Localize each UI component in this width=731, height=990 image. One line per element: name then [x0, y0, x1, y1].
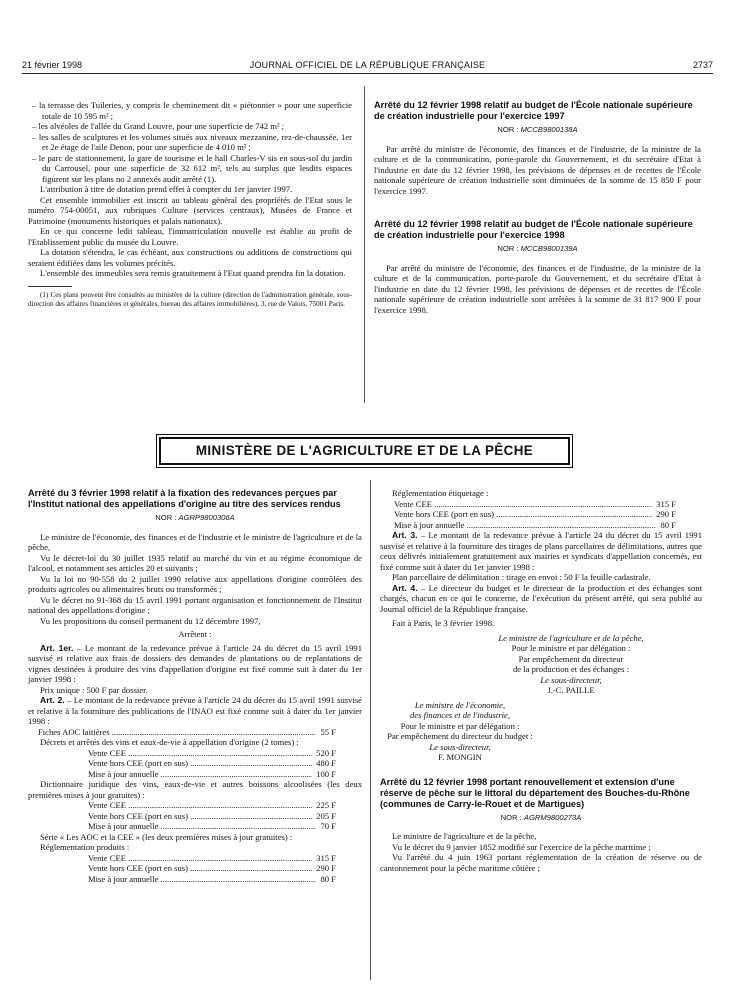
article-title: Arrêté du 12 février 1998 relatif au budget de l'École nationale supérieure de création industrielle pour l'exercice 1997	[374, 100, 693, 121]
nor-reference: NOR : AGRP9800306A	[155, 513, 235, 522]
paragraph: Plan parcellaire de délimitation : tirage en envoi : 50 F la feuille cadastrale.	[392, 572, 651, 582]
column-divider	[364, 86, 365, 403]
tariff-row: Vente hors CEE (port en sus) ..... 290 F	[394, 509, 676, 520]
nor-reference: NOR : MCCB9800138A	[497, 125, 578, 134]
right-top-column	[374, 100, 701, 315]
article-1: Art. 1er. – Le montant de la redevance prévue à l'article 24 du décret du 15 avril 1991 susvisé et relative aux frais de dossiers des demandes de plantations ou de replantations de vignes destinées à produire des vins d'appellation d'origine est fixé comme suit à dater du 1er janvier 1998 :	[28, 642, 362, 684]
paragraph: Série « Les AOC et la CEE » (les deux premières mises à jour gratuites) :	[40, 831, 293, 842]
tariff-table-3	[28, 853, 362, 885]
article-text: Par arrêté du ministre de l'économie, des finances et de l'industrie, de la ministre de la culture et de la communication, porte-parole du Gouvernement, et du secrétaire d'Etat à l'industrie en date du 12 février 1998, les prévisions de dépenses et de recettes de l'École nationale supérieure de création industrielle sont diminuées de la somme de 15 850 F pour l'exercice 1997.	[374, 143, 701, 196]
tariff-row: Vente hors CEE (port en sus) ..... 290 F	[88, 863, 336, 874]
paragraph: Fait à Paris, le 3 février 1998.	[392, 618, 495, 628]
paragraph: Vu le décret du 9 janvier 1852 modifié sur l'exercice de la pêche maritime ;	[392, 841, 651, 852]
tariff-row: Mise à jour annuelle ..... 70 F	[88, 821, 336, 832]
right-bottom-column	[380, 488, 702, 873]
space-list	[28, 100, 352, 184]
tariff-row: Vente CEE ..... 315 F	[394, 499, 676, 510]
paragraph: Décrets et arrêtés des vins et eaux-de-vie à appellation d'origine (2 tomes) :	[40, 737, 299, 747]
tariff-table-1	[28, 748, 362, 780]
article-3: Art. 3. – Le montant de la redevance prévue à l'article 24 du décret du 15 avril 1991 susvisé et relative à la fourniture des tirages de plans parcellaires de délimitations, autres que ceux délivrés initialement gratuitement aux mairies et syndicats d'appellation concernés, est fixé comme suit à dater du 1er janvier 1998 :	[380, 530, 702, 572]
header-journal-title: JOURNAL OFFICIEL DE LA RÉPUBLIQUE FRANÇAISE	[249, 60, 486, 70]
tariff-row: Mise à jour annuelle ..... 80 F	[88, 874, 336, 885]
article-text: Par arrêté du ministre de l'économie, des finances et de l'industrie, de la ministre de la culture et de la communication, porte-parole du Gouvernement, et du secrétaire d'Etat à l'industrie en date du 12 février 1998, les prévisions de dépenses et de recettes de l'École nationale supérieure de création industrielle sont arrêtées à la somme de 31 817 900 F pour l'exercice 1998.	[374, 262, 701, 315]
paragraph: Le ministre de l'agriculture et de la pêche,	[392, 831, 537, 841]
paragraph: Prix unique : 500 F par dossier.	[40, 684, 148, 695]
footnote-separator	[28, 286, 72, 287]
paragraph: Réglementation produits :	[40, 842, 130, 852]
left-bottom-column	[28, 488, 362, 884]
paragraph: Dictionnaire juridique des vins, eaux-de-vie et autres boissons alcoolisées (les deux premières mises à jour gratuites) :	[28, 779, 362, 800]
header-page-number: 2737	[692, 60, 713, 70]
tariff-row: Mise à jour annuelle ..... 80 F	[394, 520, 676, 531]
nor-reference: NOR : AGRM9800273A	[500, 812, 582, 822]
tariff-table-4	[380, 499, 702, 531]
column-divider	[370, 480, 371, 980]
list-item: – le parc de stationnement, la gare de tourisme et le hall Charles-V sis en sous-sol du jardin du Carrousel, pour une superficie de 32 612 m², tels au surplus que lesdits espaces figurent sur les plans no 2 annexés audit arrêté (1).	[32, 152, 352, 184]
tariff-row: Vente CEE ..... 225 F	[88, 800, 336, 811]
paragraph: Cet ensemble immobilier est inscrit au tableau général des propriétés de l'Etat sous le numéro 754-00051, aux rubriques Culture (services centraux), Musées de France et Patrimoine (monuments historiques et palais nationaux).	[28, 194, 352, 226]
article-4: Art. 4. – Le directeur du budget et le directeur de la production et des échanges sont chargés, chacun en ce qui le concerne, de l'exécution du présent arrêté, qui sera publié au Journal officiel de la République française.	[380, 582, 702, 614]
tariff-table-2	[28, 800, 362, 832]
article-title: Arrêté du 12 février 1998 portant renouvellement et extension d'une réserve de pêche sur le littoral du département des Bouches-du-Rhône (communes de Carry-le-Rouet et de Martigues)	[380, 776, 690, 809]
ministry-heading: MINISTÈRE DE L'AGRICULTURE ET DE LA PÊCHE	[159, 437, 570, 465]
nor-reference: NOR : MCCB9800139A	[497, 244, 578, 253]
paragraph: Vu le décret no 91-368 du 15 avril 1991 portant organisation et fonctionnement de l'Institut national des appellations d'origine ;	[28, 594, 362, 615]
signature-block-1: Le ministre de l'agriculture et de la pêche, Pour le ministre et par délégation : Par empêchement du directeur de la production et des échanges : Le sous-directeur, J.-C. PAILLE	[498, 632, 644, 695]
header-rule	[22, 73, 713, 74]
arretent-label: Arrêtent :	[178, 629, 212, 639]
list-item: – les salles de sculptures et les volumes situés aux niveaux mezzanine, rez-de-chaussée, 1er et 2e étage de l'aile Denon, pour une superficie de 4 010 m² ;	[32, 131, 352, 152]
tariff-row: Vente CEE ..... 520 F	[88, 748, 336, 759]
paragraph: Vu les propositions du conseil permanent du 12 décembre 1997,	[40, 615, 261, 626]
paragraph: En ce qui concerne ledit tableau, l'immatriculation nouvelle est établie au profit de l'Etablissement public du musée du Louvre.	[28, 226, 352, 247]
tariff-row: Vente hors CEE (port en sus) ..... 480 F	[88, 758, 336, 769]
list-item: – les alvéoles de l'allée du Grand Louvre, pour une superficie de 742 m² ;	[32, 121, 285, 131]
paragraph: Vu l'arrêté du 4 juin 1963 portant réglementation de la création de réserve ou de cantonnement pour la pêche maritime côtière ;	[380, 852, 702, 873]
header-date: 21 février 1998	[22, 60, 83, 70]
paragraph: Réglementation étiquetage :	[392, 488, 489, 498]
tariff-row: Vente CEE ..... 315 F	[88, 853, 336, 864]
article-2: Art. 2. – Le montant de la redevance prévue à l'article 24 du décret du 15 avril 1991 susvisé et relative à la fourniture des publications de l'INAO est fixé comme suit à dater du 1er janvier 1998 :	[28, 695, 362, 726]
article-title: Arrêté du 3 février 1998 relatif à la fixation des redevances perçues par l'Institut national des appellations d'origine au titre des services rendus	[28, 488, 341, 509]
list-item: – la terrasse des Tuileries, y compris le cheminement dit « piétonnier » pour une superficie totale de 10 595 m² ;	[32, 100, 352, 121]
paragraph: L'attribution à titre de dotation prend effet à compter du 1er janvier 1997.	[40, 184, 293, 194]
paragraph: Le ministre de l'économie, des finances et de l'industrie et le ministre de l'agriculture et de la pêche,	[28, 531, 362, 552]
footnote: (1) Ces plans peuvent être consultés au ministère de la culture (direction de l'administration générale, sous-direction des affaires financières et générales, bureau des affaires immobilières), 3, rue de Valois, 75001 Paris.	[28, 290, 352, 308]
tariff-row: Mise à jour annuelle ..... 100 F	[88, 769, 336, 780]
paragraph: La dotation s'étendra, le cas échéant, aux constructions ou additions de constructions qui seraient édifiées dans les volumes précités.	[28, 247, 352, 268]
paragraph: L'ensemble des immeubles sera remis gratuitement à l'Etat quand prendra fin la dotation.	[40, 268, 346, 278]
page-header	[22, 60, 713, 74]
paragraph: Vu la loi no 90-558 du 2 juillet 1990 relative aux appellations d'origine contrôlées des produits agricoles ou alimentaires bruts ou transformés ;	[28, 573, 362, 594]
left-top-column	[28, 100, 352, 309]
paragraph: Vu le décret-loi du 30 juillet 1935 relatif au marché du vin et au régime économique de l'alcool, et notamment ses articles 20 et suivants ;	[28, 552, 362, 573]
tariff-row: Fiches AOC laitières ..... 55 F	[28, 727, 362, 738]
article-title: Arrêté du 12 février 1998 relatif au budget de l'École nationale supérieure de création industrielle pour l'exercice 1998	[374, 219, 693, 240]
tariff-row: Vente hors CEE (port en sus) ..... 205 F	[88, 811, 336, 822]
signature-block-2: Le ministre de l'économie, des finances et de l'industrie, Pour le ministre et par délégation : Par empêchement du directeur du budget : Le sous-directeur, F. MONGIN	[387, 699, 533, 762]
